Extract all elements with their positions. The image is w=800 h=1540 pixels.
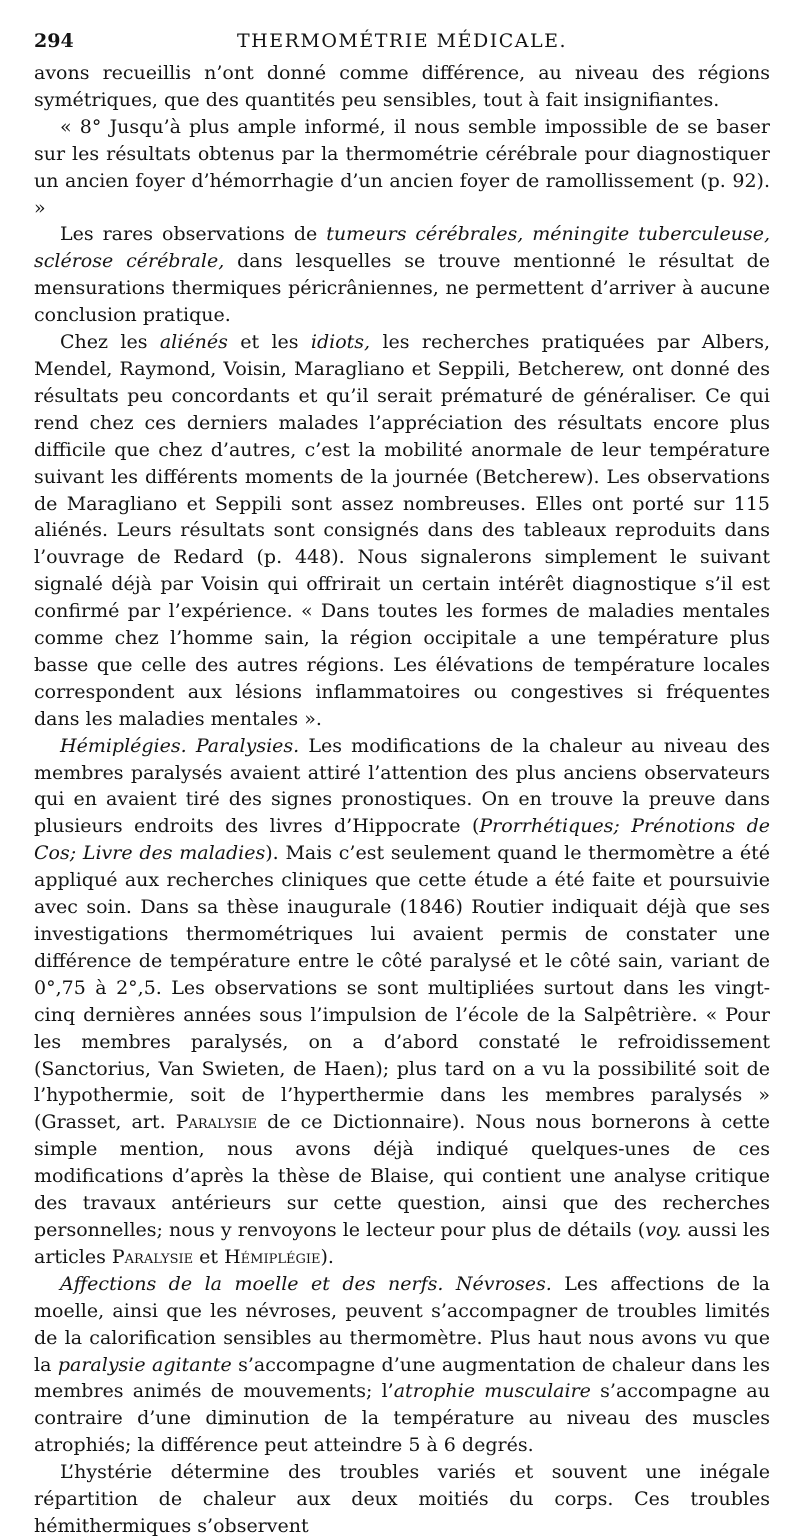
text: et — [193, 1245, 225, 1268]
text: ). Mais c’est seulement quand le thermomètre a été appliqué aux recherches cliniques que cette étude a été faite et poursuivie avec soin. Dans sa thèse inaugurale (1846) Routier indiquait déjà que ses investigations thermométriques lui avaient permis de constater une différence de température entre le côté paralysé et le côté sain, variant de 0°,75 à 2°,5. Les observations se sont multipliées surtout dans les vingt-cinq dernières années sous l’impulsion de l’école de la Salpêtrière. « Pour les membres paralysés, on a d’abord constaté le refroidissement (Sanctorius, Van Swieten, de Haen); plus tard on a vu la possibilité soit de l’hypothermie, soit de l’hyperthermie dans les membres paralysés » (Grasset, art. — [34, 842, 770, 1134]
section-heading: Affections de la moelle et des nerfs. Névroses. — [60, 1272, 552, 1295]
italic-term: tumeurs cérébrales, méningite tuberculeuse, sclérose cérébrale, — [34, 223, 770, 273]
text: s’accompagne au contraire d’une diminution de la température au niveau des muscles atrophiés; la différence peut atteindre 5 à 6 degrés. — [34, 1380, 770, 1457]
running-title: THERMOMÉTRIE MÉDICALE. — [236, 30, 567, 52]
italic-term: paralysie agitante — [57, 1353, 232, 1376]
text: les recherches pratiquées par Albers, Mendel, Raymond, Voisin, Maragliano et Seppili, Betcherew, ont donné des résultats peu concordants et qu’il serait prématuré de généraliser. Ce qui rend chez ces derniers malades l’appréciation des résultats encore plus difficile que chez d’autres, c’est la mobilité anormale de leur température suivant les différents moments de la journée (Betcherew). Les observations de Maragliano et Seppili sont assez nombreuses. Elles ont porté sur 115 aliénés. Leurs résultats sont consignés dans des tableaux reproduits dans l’ouvrage de Redard (p. 448). Nous signalerons simplement le suivant signalé déjà par Voisin qui offrirait un certain intérêt diagnostique s’il est confirmé par l’expérience. « Dans toutes les formes de maladies mentales comme chez l’homme sain, la région occipitale a une température plus basse que celle des autres régions. Les élévations de température locales correspondent aux lésions inflammatoires ou congestives si fréquentes dans les maladies mentales ». — [34, 331, 771, 730]
text: Chez les — [60, 331, 160, 354]
printer-mark — [218, 1424, 228, 1425]
italic-term: voy. — [645, 1218, 682, 1241]
small-caps-ref: Paralysie — [111, 1245, 194, 1268]
page — [34, 30, 770, 1540]
italic-term: aliénés — [159, 331, 228, 354]
text: Les rares observations de — [60, 223, 327, 246]
paragraph-affections — [34, 1271, 770, 1459]
italic-term: atrophie musculaire — [393, 1380, 591, 1403]
small-caps-ref: Hémiplégie — [224, 1245, 321, 1268]
text: de ce Dictionnaire). Nous nous bornerons à cette simple mention, nous avons déjà indiqué quelques-unes de ces modifications d’après la thèse de Blaise, qui contient une analyse critique des travaux antérieurs sur cette question, ainsi que des recherches personnelles; nous y renvoyons le lecteur pour plus de détails ( — [34, 1111, 770, 1241]
text: s’accompagne d’une augmentation de chaleur dans les membres animés de mouvements; l’ — [34, 1353, 770, 1403]
text: Les affections de la moelle, ainsi que les névroses, peuvent s’accompagner de troubles limités de la calorification sensibles au thermomètre. Plus haut nous avons vu que la — [34, 1272, 770, 1376]
page-number: 294 — [34, 30, 74, 52]
paragraph-hysterie: L’hystérie détermine des troubles variés et souvent une inégale répartition de chaleur aux deux moitiés du corps. Ces troubles hémithermiques s’observent — [34, 1461, 770, 1537]
italic-term: idiots, — [310, 331, 371, 354]
paragraph-continued: avons recueillis n’ont donné comme différence, au niveau des régions symétriques, que des quantités peu sensibles, tout à fait insignifiantes. — [34, 62, 770, 111]
text: et les — [227, 331, 311, 354]
page-body — [34, 60, 770, 1540]
text: dans lesquelles se trouve mentionné le résultat de mensurations thermiques péricrâniennes, ne permettent d’arriver à aucune conclusion pratique. — [34, 250, 770, 327]
text: Les modifications de la chaleur au niveau des membres paralysés avaient attiré l’attention des plus anciens observateurs qui en avaient tiré des signes pronostiques. On en trouve la preuve dans plusieurs endroits des livres d’Hippocrate ( — [34, 734, 771, 838]
paragraph-tumeurs — [34, 221, 770, 329]
text: aussi les articles — [34, 1218, 771, 1268]
paragraph-quote-conclusion: « 8° Jusqu’à plus ample informé, il nous semble impossible de se baser sur les résultats obtenus par la thermométrie cérébrale pour diagnostiquer un ancien foyer d’hémorrhagie d’un ancien foyer de ramollissement (p. 92). » — [34, 115, 770, 219]
italic-title: Prorrhétiques; Prénotions de Cos; Livre des maladies — [34, 815, 770, 865]
paragraph-hemiplegies — [34, 733, 770, 1271]
paragraph-alienes — [34, 329, 770, 733]
section-heading: Hémiplégies. Paralysies. — [60, 734, 300, 757]
small-caps-ref: Paralysie — [175, 1111, 257, 1134]
text: ). — [320, 1245, 334, 1268]
running-header — [34, 30, 770, 60]
